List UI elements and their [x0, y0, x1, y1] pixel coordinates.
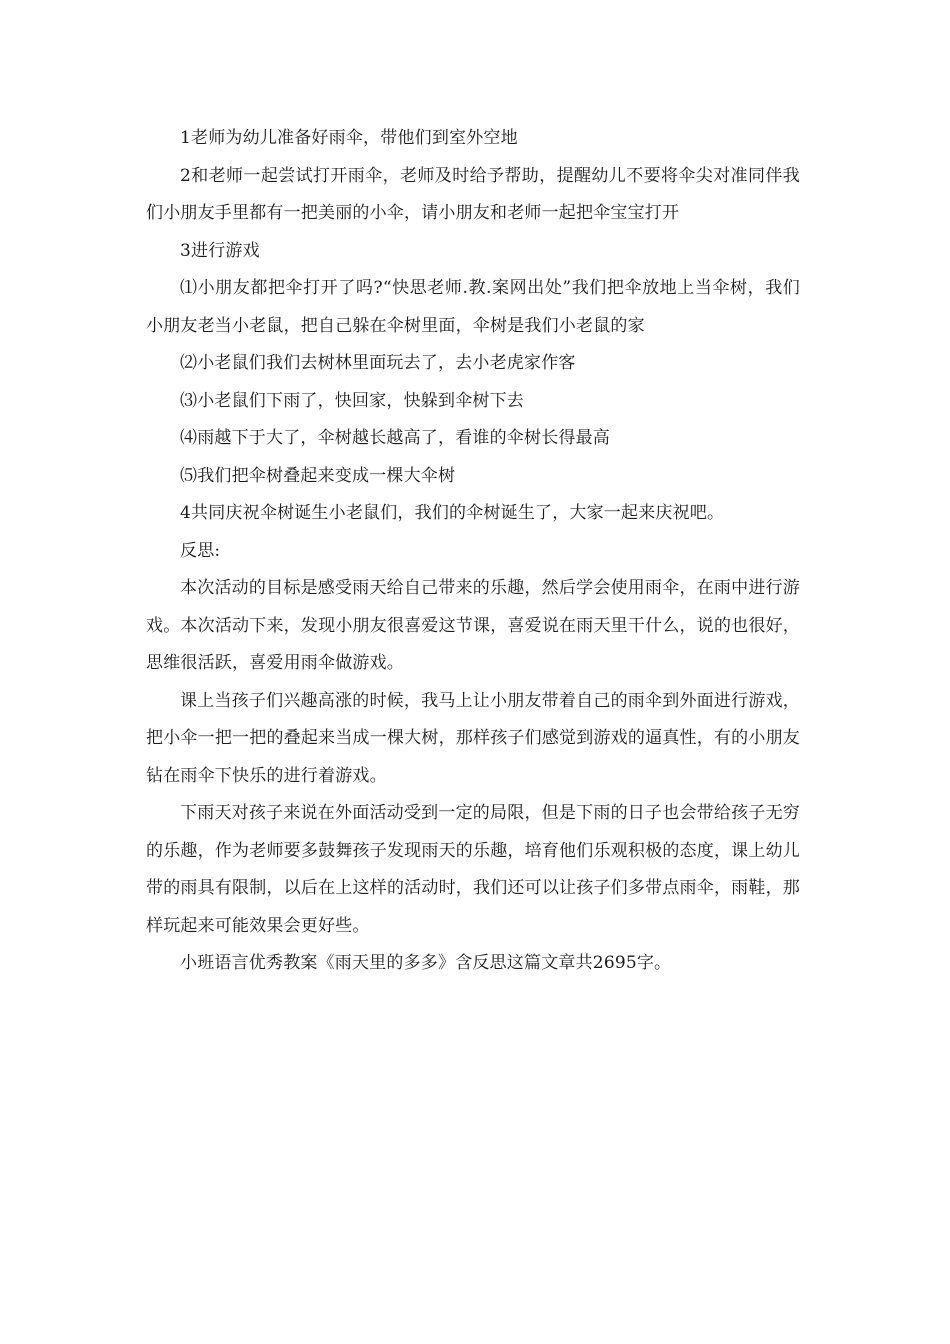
paragraph-step-4: 4共同庆祝伞树诞生小老鼠们，我们的伞树诞生了，大家一起来庆祝吧。: [180, 503, 725, 523]
reflection-paragraph-1: 本次活动的目标是感受雨天给自己带来的乐趣，然后学会使用雨伞，在雨中进行游戏。本次活动下来，发现小朋友很喜爱这节课，喜爱说在雨天里干什么，说的也很好，思维很活跃，喜爱用雨伞做游戏。: [146, 578, 800, 673]
paragraph-step-3: 3进行游戏: [180, 240, 260, 261]
reflection-heading: 反思:: [180, 540, 221, 561]
document-body: [146, 120, 800, 983]
paragraph-game-5: ⑸我们把伞树叠起来变成一棵大伞树: [180, 465, 456, 486]
reflection-paragraph-2: 课上当孩子们兴趣高涨的时候，我马上让小朋友带着自己的雨伞到外面进行游戏，把小伞一把一把的叠起来当成一棵大树，那样孩子们感觉到游戏的逼真性，有的小朋友钻在雨伞下快乐的进行着游戏。: [146, 690, 800, 786]
paragraph-game-3: ⑶小老鼠们下雨了，快回家，快躲到伞树下去: [180, 390, 524, 411]
reflection-paragraph-3: 下雨天对孩子来说在外面活动受到一定的局限，但是下雨的日子也会带给孩子无穷的乐趣，作为老师要多鼓舞孩子发现雨天的乐趣，培育他们乐观积极的态度，课上幼儿带的雨具有限制，以后在上这样的活动时，我们还可以让孩子们多带点雨伞，雨鞋，那样玩起来可能效果会更好些。: [146, 803, 800, 936]
paragraph-game-4: ⑷雨越下于大了，伞树越长越高了，看谁的伞树长得最高: [180, 428, 610, 448]
word-count-note: 小班语言优秀教案《雨天里的多多》含反思这篇文章共2695字。: [180, 953, 672, 973]
paragraph-step-1: 1老师为幼儿准备好雨伞，带他们到室外空地: [180, 128, 518, 148]
paragraph-step-2: 2和老师一起尝试打开雨伞，老师及时给予帮助，提醒幼儿不要将伞尖对准同伴我们小朋友手里都有一把美丽的小伞，请小朋友和老师一起把伞宝宝打开: [146, 165, 800, 223]
paragraph-game-2: ⑵小老鼠们我们去树林里面玩去了，去小老虎家作客: [180, 353, 576, 373]
paragraph-game-1: ⑴小朋友都把伞打开了吗?“快思老师.教.案网出处”我们把伞放地上当伞树，我们小朋友老当小老鼠，把自己躲在伞树里面，伞树是我们小老鼠的家: [146, 278, 800, 336]
